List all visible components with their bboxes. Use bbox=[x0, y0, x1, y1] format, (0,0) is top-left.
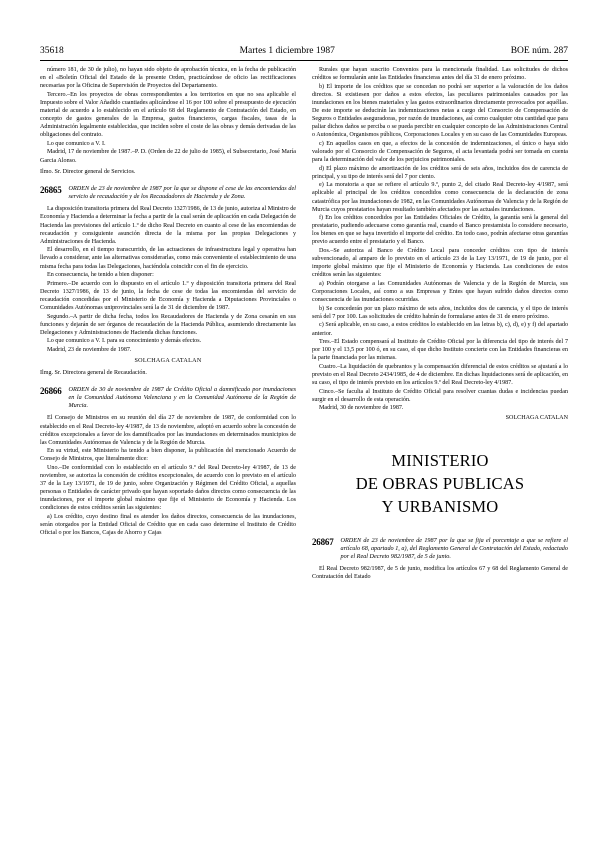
paragraph: e) La moratoria a que se refiere el artículo 9.º, punto 2, del citado Real Decreto-ley 4/1987, será aplicable al principal de los créditos concedidos como consecuencia de la declaración de zona catastrófica por las inundaciones de 1982, en las Comunidades Autónomas de Valencia y de la Región de Murcia cuyos prestatarios hayan resultado también afectados por las actuales inundaciones. bbox=[312, 182, 568, 213]
addressee: Ilmg. Sr. Directora general de Recaudación. bbox=[40, 370, 147, 377]
paragraph: Segundo.–A partir de dicha fecha, todos los Recaudadores de Hacienda y de Zona cesarán en sus funciones y dejarán de ser órganos de recaudación de la Hacienda Pública, asumiendo directamente las Delegaciones y Administraciones de Hacienda dichas funciones. bbox=[40, 313, 296, 336]
addressee: Ilmo. Sr. Director general de Servicios. bbox=[40, 169, 136, 176]
entry-26866 bbox=[40, 386, 296, 410]
paragraph: Dos.–Se autoriza al Banco de Crédito Local para conceder créditos con tipo de interés subvencionado, al amparo de lo previsto en el artículo 23 de la Ley 13/1971, de 19 de junio, por el importe global máximo que fije el Ministerio de Economía y Hacienda. Las condiciones de estos créditos serán las siguientes: bbox=[312, 248, 568, 279]
entry-26865 bbox=[40, 185, 296, 201]
signature: SOLCHAGA CATALAN bbox=[505, 415, 568, 422]
paragraph: Lo que comunico a V. I. para su conocimiento y demás efectos. bbox=[47, 338, 202, 345]
entry-description: ORDEN de 23 de noviembre de 1987 por la que se fija el porcentaje a que se refiere el artículo 68, apartado 1, a), del Reglamento General de Contratación del Estado, redactado por el Real Decreto 982/1987, de 5 de junio. bbox=[340, 536, 568, 560]
right-column bbox=[312, 66, 568, 842]
paragraph: Lo que comunico a V. I. bbox=[47, 140, 106, 147]
paragraph: En su virtud, este Ministerio ha tenido a bien disponer, la publicación del mencionado Acuerdo de Consejo de Ministros, que literalmente dice: bbox=[40, 448, 296, 463]
paragraph: a) Podrán otorgarse a las Comunidades Autónomas de Valencia y de la Región de Murcia, sus Corporaciones Locales, así como a sus Empresas y Entes que hayan sufrido daños directos como consecuencia de las inundaciones ocurridas. bbox=[312, 280, 568, 304]
paragraph: d) El plazo máximo de amortización de los créditos será de seis años, incluidos dos de carencia de principal, y su tipo de interés será del 7 por ciento. bbox=[312, 165, 568, 180]
paragraph: Madrid, 30 de noviembre de 1987. bbox=[319, 405, 404, 412]
paragraph: Tercero.–En los proyectos de obras correspondientes a los territorios en que no sea aplicable el Impuesto sobre el Valor Añadido cuantiades aplicándose el 16 por 100 sobre el presupuesto de ejecución material de acuerdo a lo establecido en el artículo 68 del Reglamento de Contratación del Estado, en concepto de gastos generales de la Empresa, gastos financieros, cargas fiscales, tasas de la Administración legalmente establecidas, que inciden sobre el coste de las obras y demás derivadas de las obligaciones del contrato. bbox=[40, 91, 296, 139]
ministry-heading bbox=[312, 449, 568, 519]
entry-number: 26866 bbox=[40, 386, 62, 397]
paragraph: La disposición transitoria primera del Real Decreto 1327/1986, de 13 de junio, autoriza al Ministro de Economía y Hacienda a determinar la fecha a partir de la cual serán de aplicación en cada Delegación de Hacienda las previsiones del artículo 1.º de dicho Real Decreto en cuanto al cese de las encomiendas de recaudación y consiguiente asunción directa de la misma por las propias Delegaciones y Administraciones de Hacienda. bbox=[40, 206, 296, 245]
header-rule bbox=[40, 60, 568, 61]
paragraph: b) Se concederán por un plazo máximo de seis años, incluidos dos de carencia, y el tipo de interés será del 7 por 100. Las solicitudes de crédito habrán de formularse antes de 31 de enero próximo. bbox=[312, 305, 568, 320]
entry-number: 26867 bbox=[312, 536, 334, 547]
paragraph: El Consejo de Ministros en su reunión del día 27 de noviembre de 1987, de conformidad con lo establecido en el Real Decreto-ley 4/1987, de 13 de noviembre, adoptó en acuerdo sobre la concesión de créditos excepcionales a favor de los damnificados por las inundaciones en determinados municipios de las Comunidades Autónomas de Valencia y de la Región de Murcia. bbox=[40, 415, 296, 446]
paragraph: b) El importe de los créditos que se concedan no podrá ser superior a la valoración de los daños directos. Si existiesen por daños a estos efectos, las peculiares patrimoniales causados por las inundaciones en los bienes materiales y las gastos extraordinarios directamente provocados por aquéllas. De este importe se deducirán las indemnizaciones netas a cargo del Consorcio de Compensación de Seguros o Entidades aseguradoras, por razón de inundaciones, así como cualquier otra cantidad que para paliar dichos daños se perciba o se pueda percibir en cualquier concepto de las Administraciones Central o Autonómica, Organismos públicos, Corporaciones Locales y en su caso de las Comunidades Europeas. bbox=[312, 83, 568, 139]
entry-26867 bbox=[312, 537, 568, 561]
page-header bbox=[40, 46, 568, 56]
signature: SOLCHAGA CATALAN bbox=[134, 358, 202, 365]
header-date: Martes 1 diciembre 1987 bbox=[239, 46, 335, 56]
paragraph: c) Será aplicable, en su caso, a estos créditos lo establecido en las letras b), c), d), e) y f) del apartado anterior. bbox=[312, 322, 568, 337]
paragraph: En consecuencia, he tenido a bien disponer: bbox=[47, 272, 154, 279]
paragraph: c) En aquellos casos en que, a efectos de la concesión de indemnizaciones, el único o haya sido valorado por el Consorcio de Compensación de Seguros, el acta levantada podrá ser tomada en cuenta para la determinación del valor de los perjuicios patrimoniales. bbox=[312, 140, 568, 164]
paragraph: f) En los créditos concedidos por las Entidades Oficiales de Crédito, la garantía será la general del prestatario, pudiendo adecuarse como garantía real, cuando el Banco prestamista lo considere necesario, los bienes en que se haya invertido el importe del crédito. En todo caso, podrán afectarse otras garantías previo acuerdo entre el prestatario y el Banco. bbox=[312, 215, 568, 246]
entry-description: ORDEN de 23 de noviembre de 1987 por la que se dispone el cese de las encomiendas del servicio de recaudación y de los Recaudadores de Hacienda y de Zona. bbox=[68, 185, 296, 201]
paragraph: El desarrollo, en el tiempo transcurrido, de las actuaciones de infraestructura legal y operativa han llevado a considerar, ante las alternativas considerarlas, como más conveniente el establecimiento de una misma fecha para todas las Delegaciones, haciéndola coincidir con el fin de ejercicio. bbox=[40, 247, 296, 270]
paragraph: Uno.–De conformidad con lo establecido en el artículo 9.º del Real Decreto-ley 4/1987, de 13 de noviembre, se autoriza la concesión de créditos excepcionales, de acuerdo con lo previsto en el artículo 37 de la Ley 13/1971, de 19 de junio, sobre Organización y Régimen del Crédito Oficial, a aquellas personas o Entidades de carácter privado que hayan soportado daños directos como consecuencia de las inundaciones, por el importe global máximo que fije el Ministerio de Economía y Hacienda. Los condiciones de estos créditos serán las siguientes: bbox=[40, 464, 296, 512]
entry-number: 26865 bbox=[40, 185, 62, 196]
paragraph: número 181, de 30 de julio), no hayan sido objeto de aprobación técnica, en la fecha de publicación en el «Boletín Oficial del Estado de la presente Orden, practicándose de oficio las rectificaciones necesarias por la Oficina de Supervisión de Proyectos del Departamento. bbox=[40, 67, 296, 90]
paragraph: a) Los crédito, cuyo destino final es atender los daños directos, consecuencia de las inundaciones, serán otorgados por la Entidad Oficial de Crédito que en cada caso determine el Instituto de Crédito Oficial o por los Bancos, Cajas de Ahorro y Cajas bbox=[40, 514, 296, 537]
ministry-line-3: Y URBANISMO bbox=[381, 497, 499, 517]
paragraph: El Real Decreto 982/1987, de 5 de junio, modifica los artículos 67 y 68 del Reglamento General de Contratación del Estado bbox=[312, 565, 568, 581]
left-column bbox=[40, 66, 296, 842]
header-page-number: 35618 bbox=[40, 46, 64, 56]
paragraph: Cuatro.–La liquidación de quebrantos y la compensación diferencial de estos créditos se ajustará a lo previsto en el Real Decreto 2434/1985, de 4 de diciembre. En dichas liquidaciones será de aplicación, en su caso, el tipo de interés previsto en los artículos 9.º del Real Decreto-ley 4/1987. bbox=[312, 363, 568, 387]
header-boe-number: BOE núm. 287 bbox=[510, 46, 568, 56]
entry-description: ORDEN de 30 de noviembre de 1987 de Crédito Oficial a damnificado por inundaciones en la Comunidad Autónoma Valenciana y en la Comunidad Autónoma de la Región de Murcia. bbox=[68, 386, 296, 410]
paragraph: Tres.–El Estado compensará al Instituto de Crédito Oficial por la diferencia del tipo de interés del 7 por 100 y el 13,5 por 100 ó, en su caso, el que dicho Instituto concierte con las Entidades financieras en la parte financiada por las mismas. bbox=[312, 339, 568, 362]
body-columns bbox=[40, 66, 568, 842]
paragraph: Rurales que hayan suscrito Convenios para la mencionada finalidad. Las solicitudes de dichos créditos se formularán ante las Entidades financieras antes del día 31 de enero próximo. bbox=[312, 67, 568, 82]
ministry-line-2: DE OBRAS PUBLICAS bbox=[355, 473, 525, 493]
paragraph: Primero.–De acuerdo con lo dispuesto en el artículo 1.º y disposición transitoria primera del Real Decreto 1327/1986, de 13 de junio, la fecha de cese de todas las encomiendas del servicio de recaudación concedidas por el Ministerio de Economía y Hacienda a Diputaciones Provinciales o Comunidades Autónomas uniprovinciales será la de 31 de diciembre de 1987. bbox=[40, 280, 296, 311]
paragraph: Madrid, 23 de noviembre de 1987. bbox=[47, 346, 132, 353]
paragraph: Madrid, 17 de noviembre de 1987.–P. D. (Orden de 22 de julio de 1985), el Subsecretario, José María Garcia Alonso. bbox=[40, 149, 296, 164]
paragraph: Cinco.–Se faculta al Instituto de Crédito Oficial para resolver cuantas dudas e incidencias puedan surgir en el desarrollo de esta operación. bbox=[312, 388, 568, 403]
ministry-line-1: MINISTERIO bbox=[391, 450, 489, 470]
